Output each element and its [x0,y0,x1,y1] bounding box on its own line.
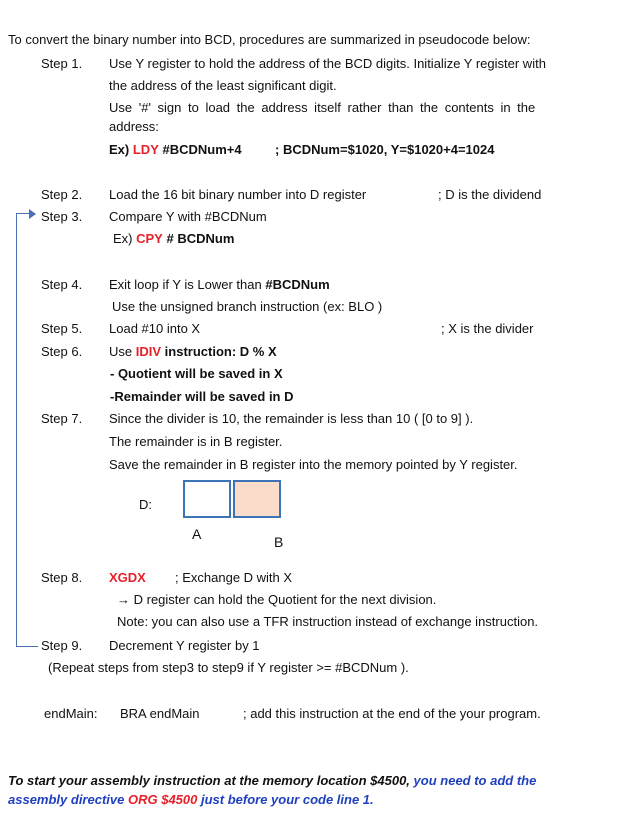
step1-example-comment: ; BCDNum=$1020, Y=$1020+4=1024 [275,142,495,157]
footer-part5: just before your code line 1. [200,792,374,807]
step8-comment: ; Exchange D with X [175,570,293,585]
step9-repeat: (Repeat steps from step3 to step9 if Y register >= #BCDNum ). [48,660,409,675]
footer-part1: To start your assembly instruction at the memory location $4500, [8,773,410,788]
step6-label: Step 6. [41,344,83,359]
step8-line2: → D register can hold the Quotient for the next division. [117,592,437,607]
endmain-comment: ; add this instruction at the end of the your program. [243,706,541,721]
register-b-box [233,480,281,518]
ldy-instruction: LDY [132,142,159,157]
step3-example [113,231,234,246]
intro-text: To convert the binary number into BCD, procedures are summarized in pseudocode below: [8,32,531,47]
cpy-operand: # BCDNum [166,231,235,246]
register-b-label: B [274,534,284,550]
step8-label: Step 8. [41,570,83,585]
step2-comment: ; D is the dividend [438,187,542,202]
step6-quotient: - Quotient will be saved in X [110,366,283,381]
step4-text-prefix: Exit loop if Y is Lower than [109,277,262,292]
step1-example [109,142,242,157]
loop-line-top [16,213,30,214]
footer-org-directive: ORG $4500 [127,792,198,807]
xgdx-instruction: XGDX [109,570,146,585]
endmain-instruction: BRA endMain [120,706,200,721]
step4-label: Step 4. [41,277,83,292]
step1-line3: Use '#' sign to load the address itself rather than the contents in the [109,100,536,115]
step1-label: Step 1. [41,56,83,71]
step7-line2: The remainder is in B register. [109,434,283,449]
step1-line1: Use Y register to hold the address of the BCD digits. Initialize Y register with [109,56,546,71]
loop-line-bottom [16,646,38,647]
ldy-operand: #BCDNum+4 [162,142,242,157]
step5-text: Load #10 into X [109,321,201,336]
cpy-instruction: CPY [136,231,163,246]
footer-line2 [8,792,374,807]
footer-part2: you need to add the [413,773,537,788]
step7-line3: Save the remainder in B register into the memory pointed by Y register. [109,457,518,472]
register-a-box [183,480,231,518]
step4-text [109,277,330,292]
step4-operand: #BCDNum [265,277,330,292]
step1-line4: address: [109,119,159,134]
idiv-instruction: IDIV [135,344,162,359]
footer-part3: assembly directive [8,792,125,807]
example-prefix: Ex) [109,142,130,157]
step5-label: Step 5. [41,321,83,336]
step2-label: Step 2. [41,187,83,202]
step6-text-suffix: instruction: D % X [164,344,277,359]
step3-label: Step 3. [41,209,83,224]
step3-text: Compare Y with #BCDNum [109,209,267,224]
step2-text: Load the 16 bit binary number into D register [109,187,367,202]
loop-line [16,213,17,646]
step9-text: Decrement Y register by 1 [109,638,260,653]
register-a-label: A [192,526,202,542]
endmain-label: endMain: [44,706,98,721]
step6-remainder: -Remainder will be saved in D [110,389,294,404]
step6-text [109,344,277,359]
loop-arrow-icon [29,209,36,219]
step5-comment: ; X is the divider [441,321,534,336]
step9-label: Step 9. [41,638,83,653]
footer-line1 [8,773,536,788]
d-register-label: D: [139,497,152,512]
step7-line1: Since the divider is 10, the remainder is less than 10 ( [0 to 9] ). [109,411,474,426]
step4-line2: Use the unsigned branch instruction (ex: BLO ) [112,299,383,314]
step6-text-prefix: Use [109,344,133,359]
step8-line3: Note: you can also use a TFR instruction instead of exchange instruction. [117,614,539,629]
step1-line2: the address of the least significant digit. [109,78,337,93]
example-prefix: Ex) [113,231,133,246]
step7-label: Step 7. [41,411,83,426]
